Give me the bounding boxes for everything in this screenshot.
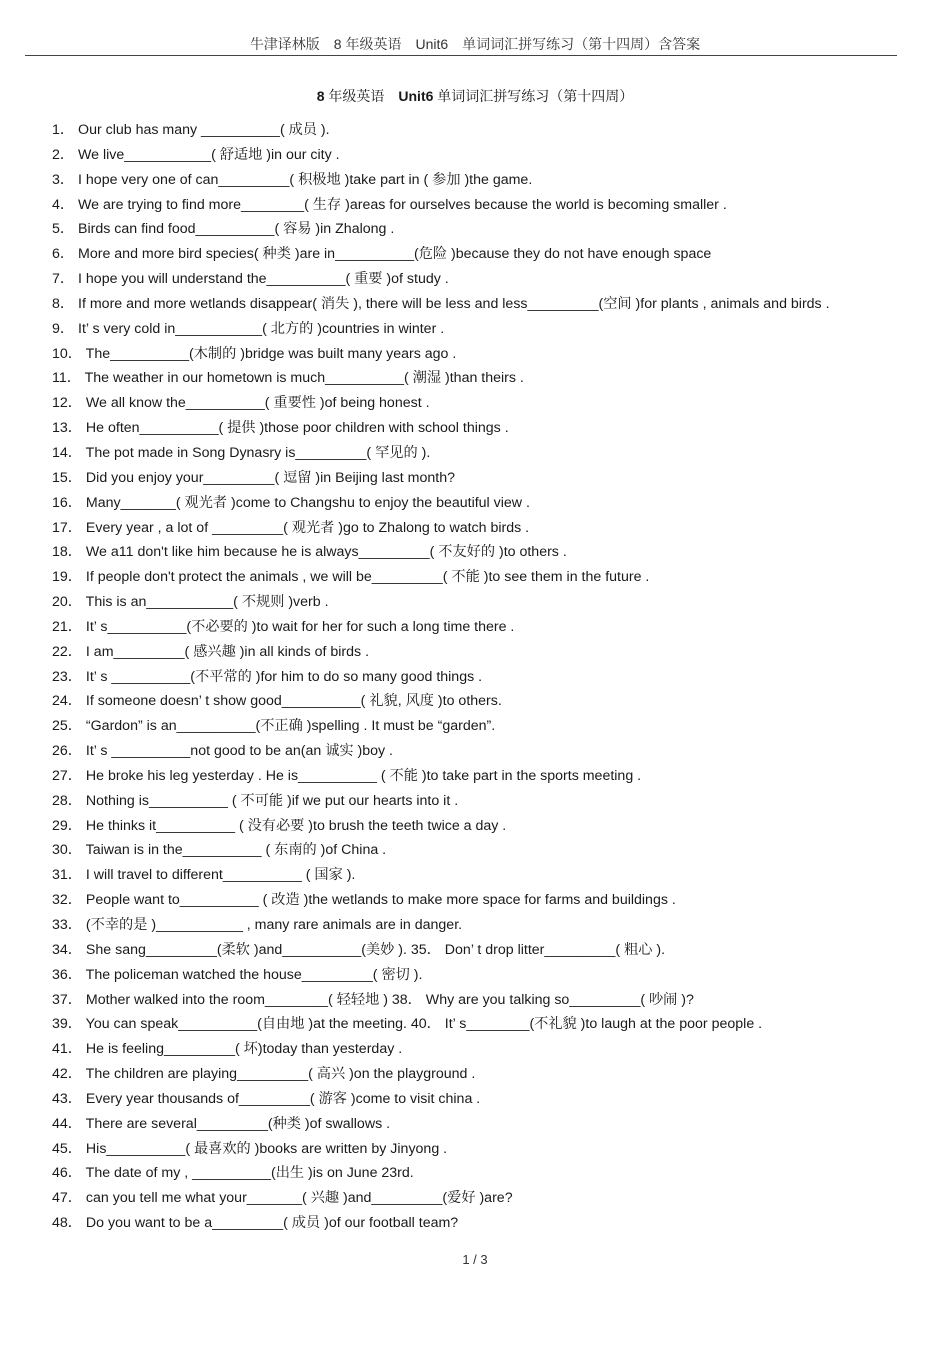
question-item	[52, 890, 932, 915]
question-text: People want to__________ ( 改造 )the wetlands to make more space for farms and buildings .	[85, 892, 676, 909]
question-item	[52, 368, 932, 393]
question-text: The__________(木制的 )bridge was built many years ago .	[85, 345, 457, 362]
title-part-2: 单词词汇拼写练习（第十四周）	[433, 88, 634, 104]
question-item	[52, 170, 932, 195]
question-item	[52, 1089, 932, 1114]
question-text: It’ s __________(不平常的 )for him to do so many good things .	[85, 668, 483, 685]
question-text: Every year thousands of_________( 游客 )come to visit china .	[85, 1090, 481, 1107]
question-number: 19．	[52, 569, 82, 586]
question-number: 18．	[52, 544, 82, 561]
question-item	[52, 617, 932, 642]
question-number: 2．	[52, 146, 75, 163]
question-number: 42．	[52, 1066, 82, 1083]
question-item	[52, 766, 932, 791]
question-text: Birds can find food__________( 容易 )in Zhalong .	[78, 221, 395, 238]
question-item	[52, 1114, 932, 1139]
question-item	[52, 443, 932, 468]
question-item	[52, 940, 932, 965]
question-text: If more and more wetlands disappear( 消失 ), there will be less and less_________(空间 )for plants , animals and birds .	[78, 295, 830, 312]
question-text: Nothing is__________ ( 不可能 )if we put our hearts into it .	[85, 792, 459, 809]
question-text: This is an___________( 不规则 )verb .	[85, 594, 329, 611]
question-text: He thinks it__________ ( 没有必要 )to brush the teeth twice a day .	[85, 817, 507, 834]
question-text: It’ s __________not good to be an(an 诚实 )boy .	[85, 743, 394, 760]
question-item	[52, 791, 932, 816]
question-item	[52, 816, 932, 841]
question-item	[52, 840, 932, 865]
question-text: We live___________( 舒适地 )in our city .	[78, 146, 340, 163]
question-item	[52, 691, 932, 716]
question-number: 36．	[52, 966, 82, 983]
question-text: Did you enjoy your_________( 逗留 )in Beijing last month?	[85, 469, 456, 486]
question-text: He often__________( 提供 )those poor children with school things .	[85, 420, 509, 437]
question-text: The pot made in Song Dynasry is_________( 罕见的 ).	[85, 444, 431, 461]
question-text: You can speak__________(自由地 )at the meeting. 40． It’ s________(不礼貌 )to laugh at the poor people .	[85, 1016, 763, 1033]
question-number: 30．	[52, 842, 82, 859]
question-number: 48．	[52, 1215, 82, 1232]
question-item	[52, 642, 932, 667]
question-text: If people don't protect the animals , we will be_________( 不能 )to see them in the future .	[85, 569, 650, 586]
question-number: 15．	[52, 469, 82, 486]
question-text: I hope very one of can_________( 积极地 )take part in ( 参加 )the game.	[78, 171, 533, 188]
question-item	[52, 344, 932, 369]
question-text: can you tell me what your_______( 兴趣 )and_________(爱好 )are?	[85, 1190, 513, 1207]
question-number: 4．	[52, 196, 75, 213]
question-number: 43．	[52, 1090, 82, 1107]
running-header: 牛津译林版 8 年级英语 Unit6 单词词汇拼写练习（第十四周）含答案	[249, 36, 701, 52]
question-number: 32．	[52, 892, 82, 909]
question-text: “Gardon” is an__________(不正确 )spelling . It must be “garden”.	[85, 718, 496, 735]
question-text: He is feeling_________( 坏)today than yesterday .	[85, 1041, 403, 1058]
header-divider	[25, 55, 897, 56]
question-text: He broke his leg yesterday . He is__________ ( 不能 )to take part in the sports meeting .	[85, 767, 642, 784]
question-text: Our club has many __________( 成员 ).	[78, 122, 330, 138]
question-number: 28．	[52, 792, 82, 809]
question-number: 7．	[52, 271, 75, 288]
question-number: 31．	[52, 867, 82, 884]
question-item	[52, 965, 932, 990]
question-number: 44．	[52, 1115, 82, 1132]
question-item	[52, 518, 932, 543]
question-text: His__________( 最喜欢的 )books are written by Jinyong .	[85, 1140, 448, 1157]
question-item	[52, 468, 932, 493]
page-number: 1 / 3	[462, 1252, 488, 1267]
question-item	[52, 319, 932, 344]
title-unit: Unit6	[398, 88, 434, 104]
question-number: 17．	[52, 519, 82, 536]
question-item	[52, 418, 932, 443]
question-number: 11．	[52, 370, 81, 387]
question-item	[52, 1014, 932, 1039]
question-number: 27．	[52, 767, 82, 784]
question-item	[52, 145, 932, 170]
question-text: More and more bird species( 种类 )are in__________(危险 )because they do not have enough space	[78, 246, 712, 263]
question-number: 26．	[52, 743, 82, 760]
question-item	[52, 1188, 932, 1213]
question-number: 13．	[52, 420, 82, 437]
question-number: 9．	[52, 320, 75, 337]
question-text: Do you want to be a_________( 成员 )of our football team?	[85, 1215, 459, 1232]
title-part-1: 年级英语	[324, 88, 399, 104]
title-grade: 8	[316, 88, 325, 104]
question-item	[52, 120, 932, 145]
question-item	[52, 393, 932, 418]
question-item	[52, 294, 932, 319]
question-text: We are trying to find more________( 生存 )areas for ourselves because the world is becoming smaller .	[78, 196, 727, 213]
question-number: 8．	[52, 295, 75, 312]
question-number: 37．	[52, 991, 82, 1008]
question-number: 3．	[52, 171, 75, 188]
question-number: 6．	[52, 246, 75, 263]
question-text: Mother walked into the room________( 轻轻地 ) 38． Why are you talking so_________( 吵闹 )?	[85, 991, 694, 1008]
question-item	[52, 667, 932, 692]
question-list	[52, 120, 932, 1238]
question-number: 12．	[52, 395, 82, 412]
question-text: There are several_________(种类 )of swallows .	[85, 1115, 391, 1132]
question-number: 10．	[52, 345, 82, 362]
question-item	[52, 716, 932, 741]
question-item	[52, 1139, 932, 1164]
question-item	[52, 741, 932, 766]
question-number: 25．	[52, 718, 82, 735]
question-text: I will travel to different__________ ( 国家 ).	[85, 867, 356, 884]
question-text: (不幸的是 )___________ , many rare animals are in danger.	[85, 917, 463, 933]
question-item	[52, 915, 932, 940]
question-number: 46．	[52, 1165, 82, 1182]
question-text: I am_________( 感兴趣 )in all kinds of birds .	[85, 643, 370, 660]
question-number: 1．	[52, 122, 75, 138]
question-number: 39．	[52, 1016, 82, 1033]
question-text: We all know the__________( 重要性 )of being honest .	[85, 395, 430, 412]
question-text: The weather in our hometown is much__________( 潮湿 )than theirs .	[84, 370, 524, 387]
question-item	[52, 1213, 932, 1238]
question-item	[52, 990, 932, 1015]
question-text: Many_______( 观光者 )come to Changshu to enjoy the beautiful view .	[85, 494, 530, 511]
question-text: Taiwan is in the__________ ( 东南的 )of China .	[85, 842, 387, 859]
question-text: The policeman watched the house_________( 密切 ).	[85, 966, 423, 983]
question-number: 14．	[52, 444, 82, 461]
question-number: 22．	[52, 643, 82, 660]
question-number: 41．	[52, 1041, 82, 1058]
question-item	[52, 219, 932, 244]
question-text: It’ s very cold in___________( 北方的 )countries in winter .	[78, 320, 445, 337]
question-number: 21．	[52, 618, 82, 635]
question-number: 20．	[52, 594, 82, 611]
question-text: If someone doesn’ t show good__________( 礼貌, 风度 )to others.	[85, 693, 502, 710]
question-item	[52, 542, 932, 567]
question-text: She sang_________(柔软 )and__________(美妙 ). 35． Don’ t drop litter_________( 粗心 ).	[85, 941, 666, 958]
question-text: It’ s__________(不必要的 )to wait for her for such a long time there .	[85, 618, 515, 635]
question-number: 5．	[52, 221, 75, 238]
question-number: 45．	[52, 1140, 82, 1157]
question-number: 29．	[52, 817, 82, 834]
question-item	[52, 244, 932, 269]
question-item	[52, 1163, 932, 1188]
question-number: 34．	[52, 941, 82, 958]
question-text: The date of my , __________(出生 )is on June 23rd.	[85, 1165, 414, 1182]
question-text: Every year , a lot of _________( 观光者 )go to Zhalong to watch birds .	[85, 519, 530, 536]
question-item	[52, 269, 932, 294]
question-text: The children are playing_________( 高兴 )on the playground .	[85, 1066, 476, 1083]
question-number: 16．	[52, 494, 82, 511]
question-text: I hope you will understand the__________( 重要 )of study .	[78, 271, 449, 288]
question-number: 33．	[52, 917, 82, 933]
question-item	[52, 865, 932, 890]
page-title	[0, 86, 950, 106]
question-item	[52, 493, 932, 518]
question-number: 24．	[52, 693, 82, 710]
question-number: 23．	[52, 668, 82, 685]
question-item	[52, 1039, 932, 1064]
question-item	[52, 592, 932, 617]
question-item	[52, 1064, 932, 1089]
question-number: 47．	[52, 1190, 82, 1207]
question-item	[52, 195, 932, 220]
question-item	[52, 567, 932, 592]
question-text: We a11 don't like him because he is always_________( 不友好的 )to others .	[85, 544, 567, 561]
